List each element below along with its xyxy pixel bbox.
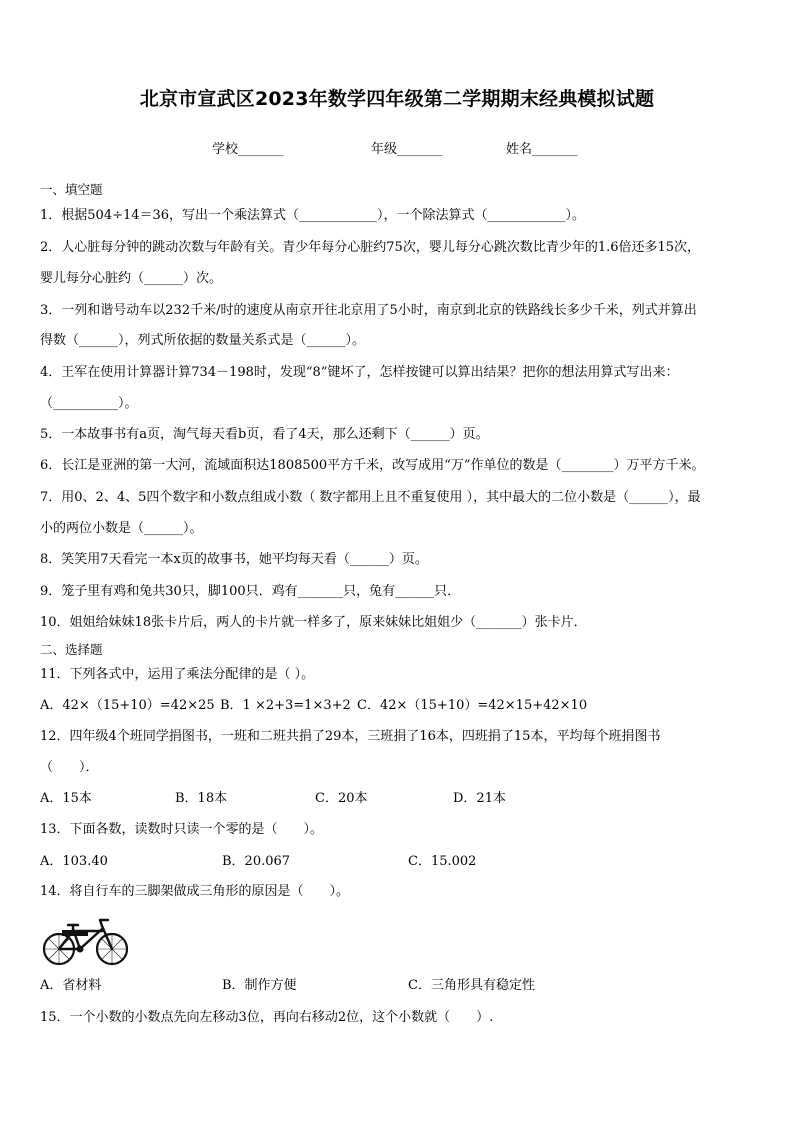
question-12-option-d: D．21本 [453,791,506,806]
question-14-option-c: C．三角形具有稳定性 [408,978,535,993]
school-field: 学校_______ [212,142,284,157]
question-12-option-c: C．20本 [315,791,368,806]
question-13-option-c: C．15.002 [408,854,477,869]
question-14-option-a: A．省材料 [40,978,102,993]
section-heading-choice: 二、选择题 [40,642,103,657]
page-title: 北京市宣武区2023年数学四年级第二学期期末经典模拟试题 [139,88,655,110]
question-11-option-c: C．42×（15+10）=42×15+42×10 [357,698,588,713]
question-12-option-b: B．18本 [175,791,228,806]
question-14: 14．将自行车的三脚架做成三角形的原因是（ ）。 [40,884,350,899]
question-11: 11．下列各式中，运用了乘法分配律的是（ ）。 [40,667,315,682]
question-12-option-a: A．15本 [40,791,92,806]
grade-field: 年级_______ [371,142,443,157]
question-9: 9．笼子里有鸡和兔共30只，脚100只．鸡有_______只，兔有______只． [40,584,461,599]
question-5: 5．一本故事书有a页，淘气每天看b页，看了4天，那么还剩下（______）页。 [40,427,489,442]
question-3-line-1: 3．一列和谐号动车以232千米/时的速度从南京开往北京用了5小时，南京到北京的铁路线长多少千米，列式并算出 [40,303,697,318]
question-4-line-2: （__________）。 [40,396,138,411]
question-13: 13．下面各数，读数时只读一个零的是（ ）。 [40,822,324,837]
question-3-line-2: 得数（______），列式所依据的数量关系式是（______）。 [40,333,366,348]
question-1: 1．根据504÷14＝36，写出一个乘法算式（____________），一个除法算式（____________）。 [40,208,586,223]
question-13-option-b: B．20.067 [222,854,291,869]
question-13-option-a: A．103.40 [40,854,108,869]
question-11-option-a: A．42×（15+10）=42×25 [40,698,215,713]
question-7-line-2: 小的两位小数是（______）。 [40,521,203,536]
question-2-line-1: 2．人心脏每分钟的跳动次数与年龄有关。青少年每分心脏约75次，婴儿每分心跳次数比青少年的1.6倍还多15次， [40,240,701,255]
question-6: 6．长江是亚洲的第一大河，流域面积达1808500平方千米，改写成用“万”作单位的数是（________）万平方千米。 [40,458,705,473]
question-12-line-1: 12．四年级4个班同学捐图书，一班和二班共捐了29本，三班捐了16本，四班捐了15本，平均每个班捐图书 [40,729,661,744]
name-field: 姓名_______ [506,142,578,157]
question-4-line-1: 4．王军在使用计算器计算734－198时，发现“8”键坏了，怎样按键可以算出结果？把你的想法用算式写出来： [40,365,679,380]
section-heading-fill: 一、填空题 [40,182,103,197]
question-14-option-b: B．制作方便 [222,978,297,993]
question-8: 8．笑笑用7天看完一本x页的故事书，她平均每天看（______）页。 [40,552,428,567]
question-12-line-2: （ ）． [40,760,99,775]
question-10: 10．姐姐给妹妹18张卡片后，两人的卡片就一样多了，原来妹妹比姐姐少（_______）张卡片． [40,615,587,630]
bicycle-icon [40,912,132,968]
question-15: 15．一个小数的小数点先向左移动3位，再向右移动2位，这个小数就（ ）. [40,1010,494,1025]
question-2-line-2: 婴儿每分心脏约（______）次。 [40,271,223,286]
question-11-option-b: B．1 ×2+3=1×3+2 [220,698,351,713]
question-7-line-1: 7．用0、2、4、5四个数字和小数点组成小数（ 数字都用上且不重复使用 ），其中最大的二位小数是（______），最 [40,490,701,505]
